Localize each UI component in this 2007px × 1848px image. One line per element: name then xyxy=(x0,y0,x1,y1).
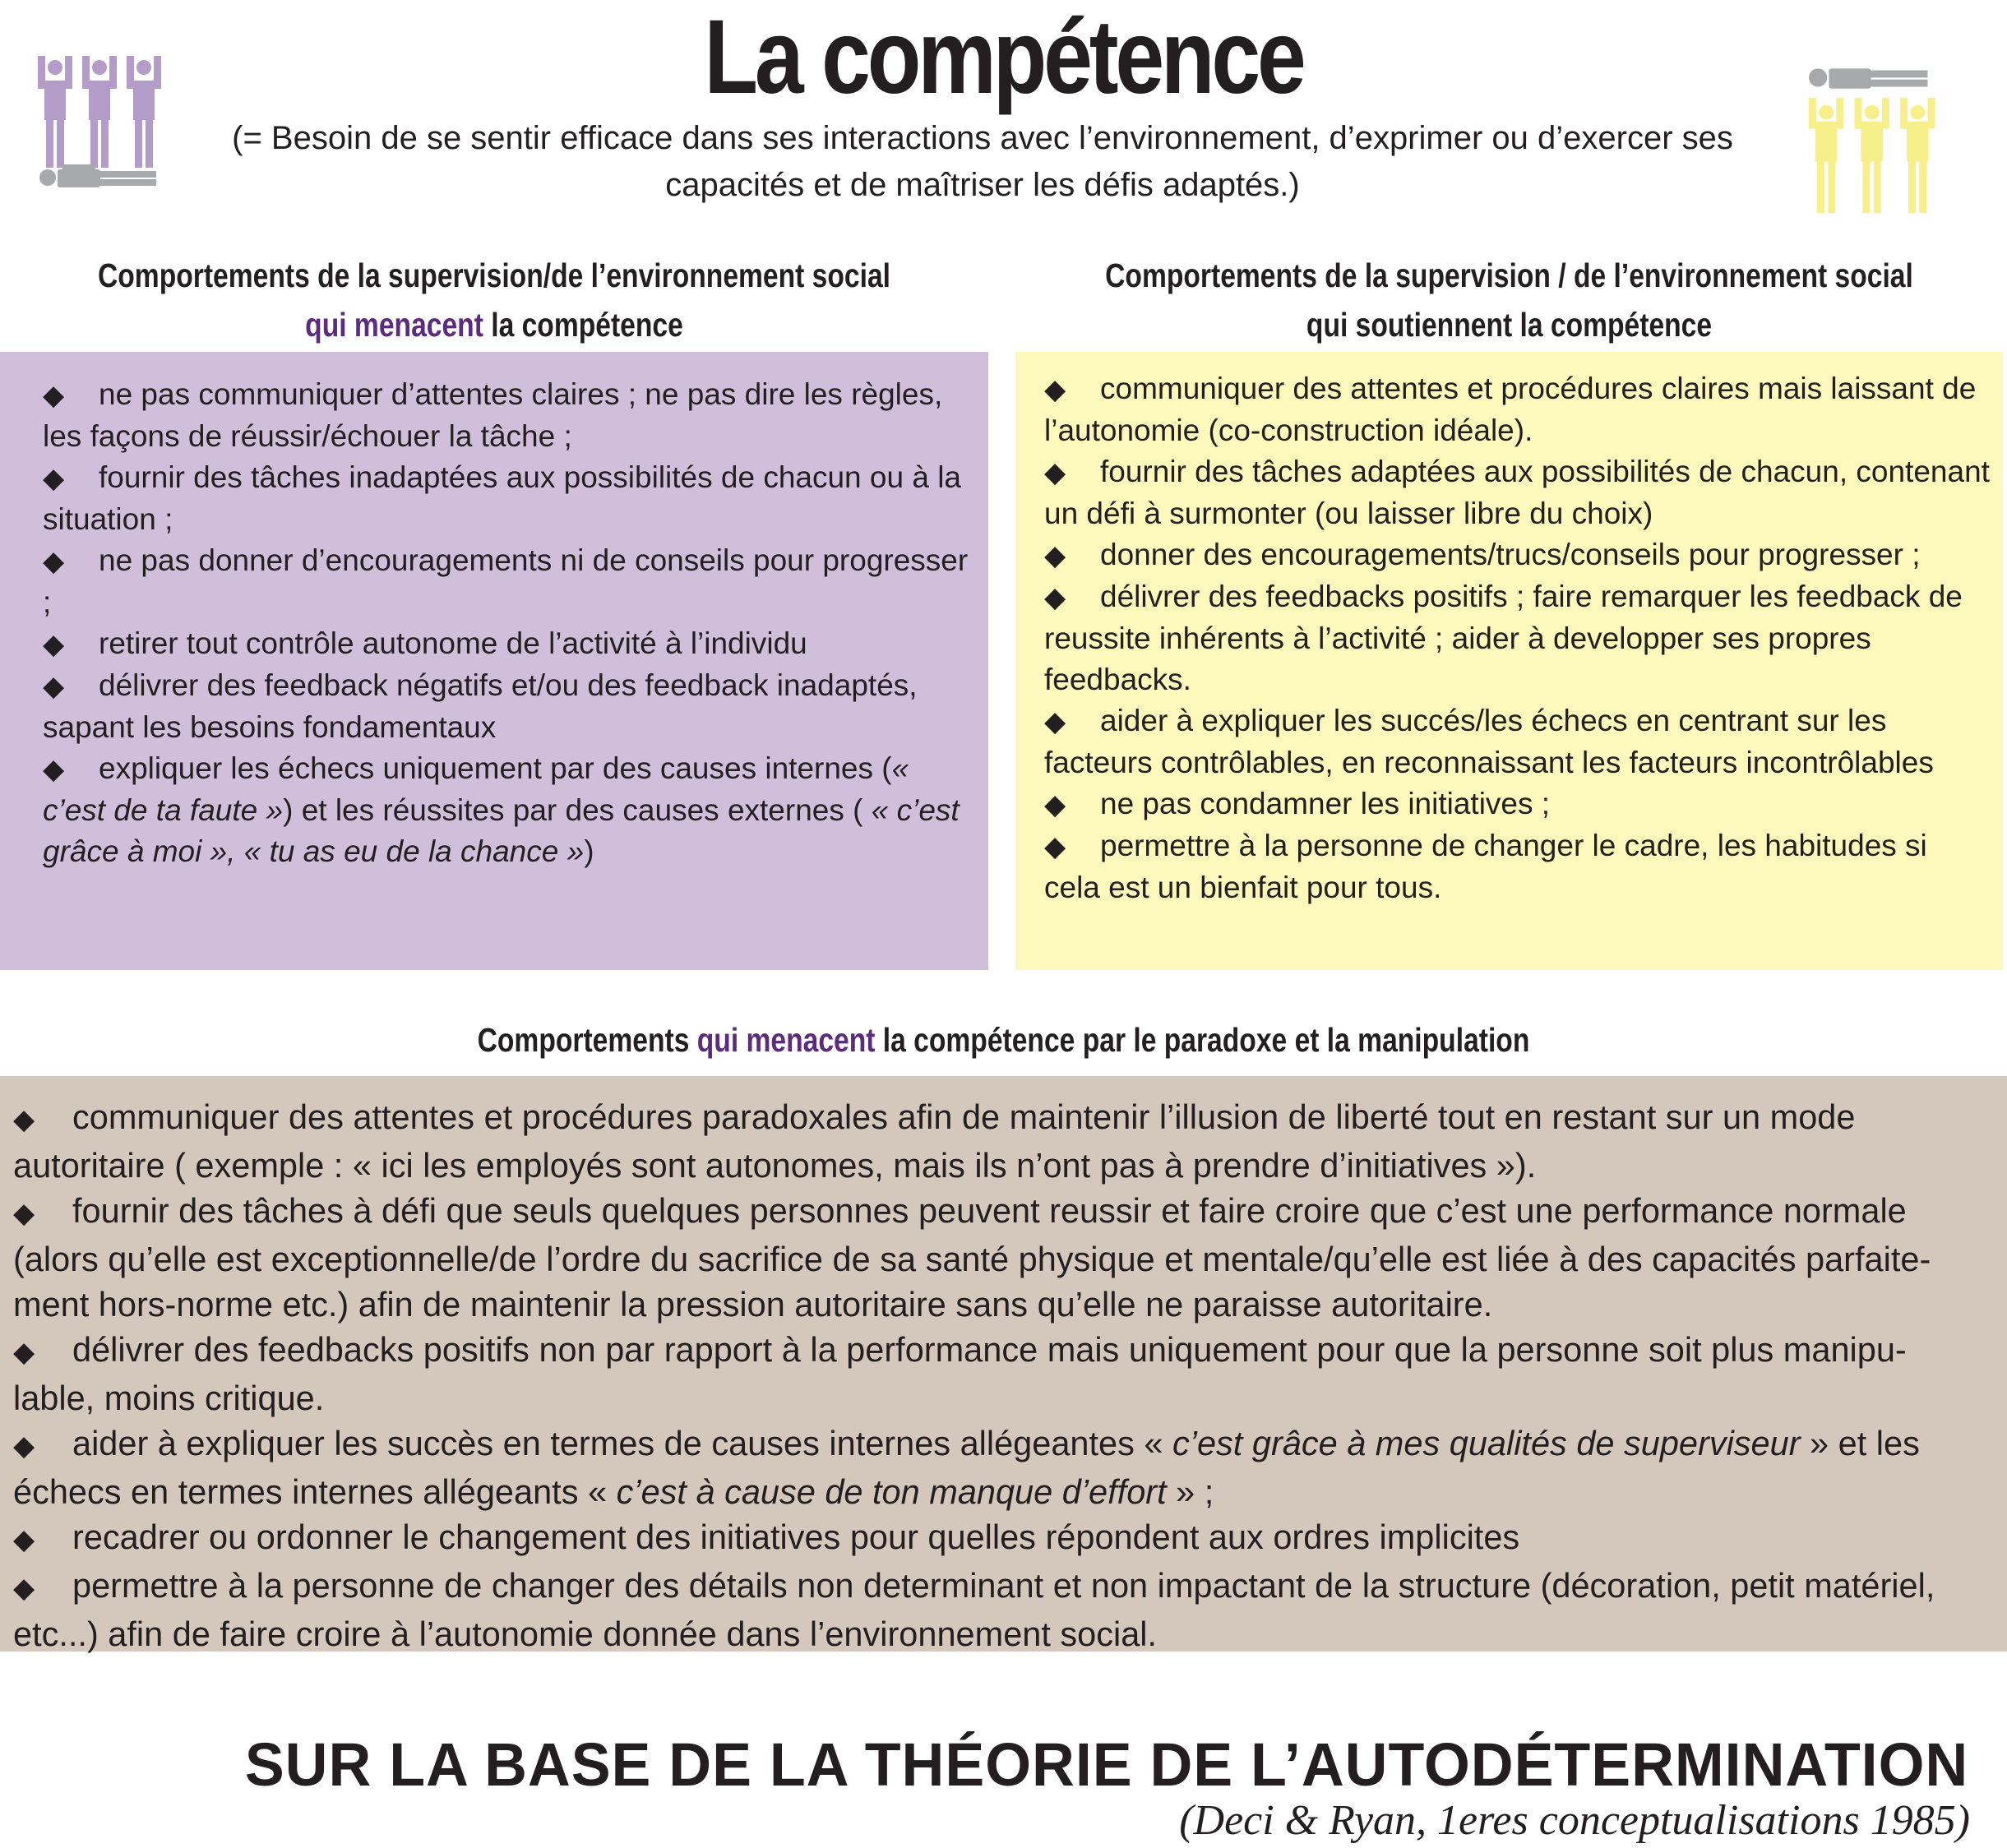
subtitle-line-1: (= Besoin de se sentir efficace dans ses interactions avec l’environnement, d’exprimer ou d’exercer ses xyxy=(232,120,1733,156)
quote: « c’est grâce à moi », « tu as eu de la chance » xyxy=(43,793,960,868)
diamond-bullet-icon: ◆ xyxy=(1044,374,1066,405)
quote: c’est grâce à mes qualités de superviseur xyxy=(1172,1424,1801,1462)
left-heading-rest: la compétence xyxy=(483,306,683,344)
diamond-bullet-icon: ◆ xyxy=(1044,540,1066,571)
diamond-bullet-icon: ◆ xyxy=(1044,789,1066,820)
list-item: ◆ ne pas donner d’encouragements ni de conseils pour progresser ; xyxy=(43,540,972,623)
list-item: ◆ fournir des tâches adaptées aux possibilités de chacun, contenant un défi à surmonter (ou laisser libre du choix) xyxy=(1044,451,1990,534)
bottom-heading-highlight: qui menacent xyxy=(696,1021,876,1059)
diamond-bullet-icon: ◆ xyxy=(43,629,65,660)
list-item: ◆ aider à expliquer les succès en termes de causes internes allégeantes « c’est grâce à mes qualités de superviseur » et les échecs en termes internes allégeants « c’est à cause de ton manque d’effort » ; xyxy=(13,1424,1920,1511)
list-item: ◆ ne pas communiquer d’attentes claires ; ne pas dire les règles, les façons de réussir/échouer la tâche ; xyxy=(43,374,972,457)
diamond-bullet-icon: ◆ xyxy=(43,671,65,702)
footer-title: SUR LA BASE DE LA THÉORIE DE L’AUTODÉTERMINATION xyxy=(244,1730,1968,1799)
diamond-bullet-icon: ◆ xyxy=(43,380,65,411)
manipulation-behaviors-list xyxy=(13,1094,1986,1656)
left-heading-line-1: Comportements de la supervision/de l’environnement social xyxy=(97,256,891,294)
list-item: ◆ recadrer ou ordonner le changement des initiatives pour quelles répondent aux ordres implicites xyxy=(13,1514,1986,1563)
diamond-bullet-icon: ◆ xyxy=(13,1104,35,1135)
diamond-bullet-icon: ◆ xyxy=(13,1524,35,1555)
supporting-behaviors-list xyxy=(1044,368,1990,908)
manipulation-behaviors-box xyxy=(0,1076,2007,1652)
diamond-bullet-icon: ◆ xyxy=(43,463,65,494)
left-heading-highlight: qui menacent xyxy=(305,306,483,344)
quote: c’est à cause de ton manque d’effort xyxy=(616,1472,1167,1511)
footer-citation: (Deci & Ryan, 1eres conceptualisations 1985) xyxy=(1179,1797,1970,1844)
list-item: ◆ aider à expliquer les succés/les échecs en centrant sur les facteurs contrôlables, en reconnaissant les facteurs incontrôlables xyxy=(1044,700,1990,783)
list-item: ◆ permettre à la personne de changer le cadre, les habitudes si cela est un bienfait pour tous. xyxy=(1044,825,1990,908)
diamond-bullet-icon: ◆ xyxy=(13,1430,35,1462)
bottom-section-heading: Comportements qui menacent la compétence par le paradoxe et la manipulation xyxy=(477,1021,1530,1059)
diamond-bullet-icon: ◆ xyxy=(1044,706,1066,737)
right-heading-line-2: qui soutiennent la compétence xyxy=(1306,306,1713,344)
diamond-bullet-icon: ◆ xyxy=(43,754,65,785)
diamond-bullet-icon: ◆ xyxy=(43,546,65,577)
list-item: ◆ donner des encouragements/trucs/conseils pour progresser ; xyxy=(1044,534,1990,576)
diamond-bullet-icon: ◆ xyxy=(1044,582,1066,613)
list-item: ◆ délivrer des feedbacks positifs non par rapport à la performance mais uniquement pour que la personne soit plus manipu-lable, moins critique. xyxy=(13,1330,1907,1417)
list-item: ◆ permettre à la personne de changer des détails non determinant et non impactant de la structure (décoration, petit matériel, etc...) afin de faire croire à l’autonomie donnée dans l’environnement social. xyxy=(13,1566,1935,1653)
supporting-behaviors-box xyxy=(1015,352,2003,970)
diamond-bullet-icon: ◆ xyxy=(1044,831,1066,862)
quote: « c’est de ta faute » xyxy=(43,751,909,827)
subtitle-line-2: capacités et de maîtriser les défis adaptés.) xyxy=(665,167,1300,203)
right-column-heading xyxy=(1104,251,1914,349)
list-item: ◆ expliquer les échecs uniquement par des causes internes (« c’est de ta faute ») et les réussites par des causes externes ( « c’est grâce à moi », « tu as eu de la chance ») xyxy=(43,748,972,872)
diamond-bullet-icon: ◆ xyxy=(1044,457,1066,488)
page-subtitle xyxy=(177,115,1788,209)
list-item: ◆ retirer tout contrôle autonome de l’activité à l’individu xyxy=(43,623,972,665)
list-item: ◆ fournir des tâches inadaptées aux possibilités de chacun ou à la situation ; xyxy=(43,457,972,540)
left-column-heading xyxy=(89,251,899,349)
diamond-bullet-icon: ◆ xyxy=(13,1198,35,1229)
list-item: ◆ communiquer des attentes et procédures claires mais laissant de l’autonomie (co-construction idéale). xyxy=(1044,368,1990,451)
page-title: La compétence xyxy=(704,0,1303,116)
list-item: ◆ délivrer des feedbacks positifs ; faire remarquer les feedback de reussite inhérents à l’activité ; aider à developper ses propres feedbacks. xyxy=(1044,576,1990,700)
threatening-behaviors-list xyxy=(43,374,972,872)
list-item: ◆ fournir des tâches à défi que seuls quelques personnes peuvent reussir et faire croire que c’est une performance normale (alors qu’elle est exceptionnelle/de l’ordre du sacrifice de sa santé physique et mentale/qu’elle est liée à des capacités parfaite-ment hors-norme etc.) afin de maintenir la pression autoritaire sans qu’elle ne paraisse autoritaire. xyxy=(13,1191,1931,1324)
diamond-bullet-icon: ◆ xyxy=(13,1337,35,1368)
list-item: ◆ ne pas condamner les initiatives ; xyxy=(1044,783,1990,825)
list-item: ◆ communiquer des attentes et procédures paradoxales afin de maintenir l’illusion de liberté tout en restant sur un mode autoritaire ( exemple : « ici les employés sont autonomes, mais ils n’ont pas à prendre d’initiatives »). xyxy=(13,1097,1856,1185)
list-item: ◆ délivrer des feedback négatifs et/ou des feedback inadaptés, sapant les besoins fondamentaux xyxy=(43,665,972,748)
threatening-behaviors-box xyxy=(0,352,988,970)
diamond-bullet-icon: ◆ xyxy=(13,1573,35,1604)
left-heading-line-2 xyxy=(89,300,899,349)
right-heading-line-1: Comportements de la supervision / de l’environnement social xyxy=(1105,256,1913,294)
